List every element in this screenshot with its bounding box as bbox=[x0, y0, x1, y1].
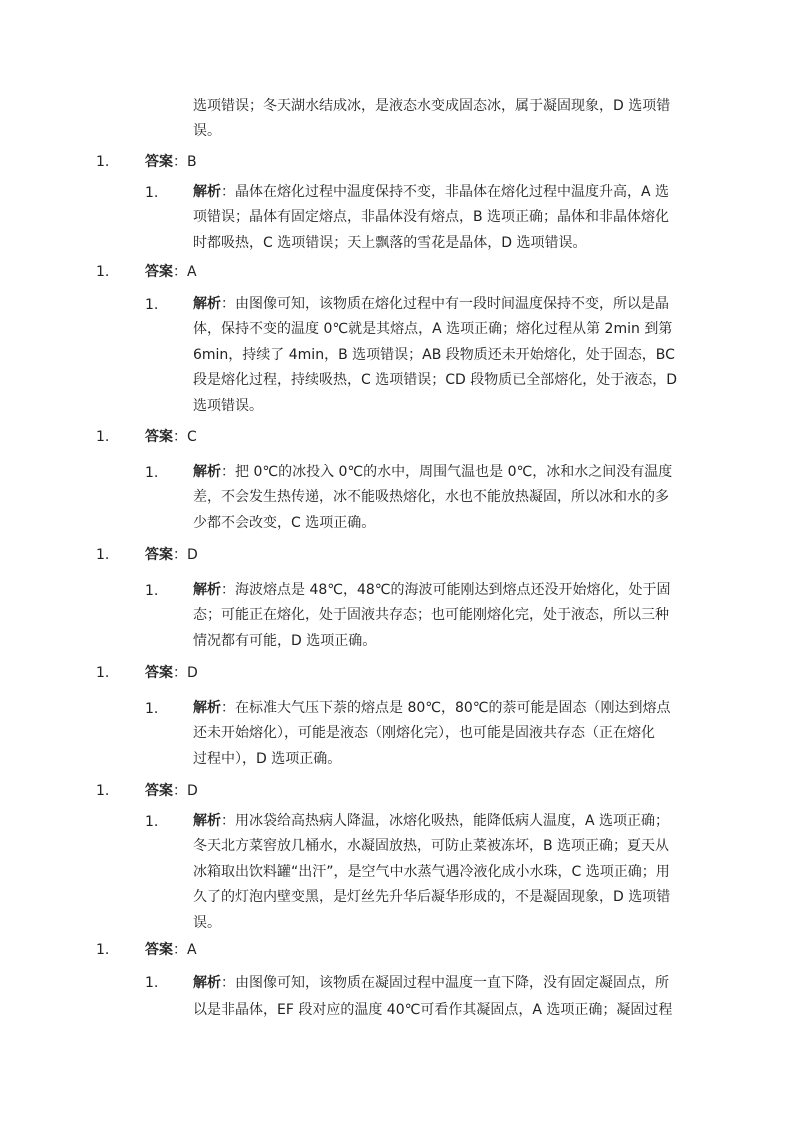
explanation-line: 项错误；晶体有固定熔点，非晶体没有熔点，B 选项正确；晶体和非晶体熔化 bbox=[193, 209, 670, 226]
answer-label: 答案 bbox=[145, 942, 173, 958]
answer-line bbox=[145, 940, 705, 960]
item-number: 1. bbox=[96, 264, 110, 280]
explanation-paragraph bbox=[193, 460, 701, 536]
answer-line bbox=[145, 545, 705, 565]
answer-value: ：D bbox=[173, 783, 198, 799]
explanation-line: ：由图像可知，该物质在熔化过程中有一段时间温度保持不变，所以是晶 bbox=[221, 296, 669, 312]
answer-value: ：A bbox=[173, 942, 197, 958]
explanation-line: ：把 0℃的冰投入 0℃的水中，周围气温也是 0℃，冰和水之间没有温度 bbox=[221, 464, 673, 480]
explanation-number: 1. bbox=[145, 975, 159, 991]
explanation-line: 久了的灯泡内壁变黑，是灯丝先升华后凝华形成的，不是凝固现象，D 选项错 bbox=[193, 889, 671, 906]
explanation-line: 时都吸热，C 选项错误；天上飘落的雪花是晶体，D 选项错误。 bbox=[193, 234, 587, 251]
explanation-paragraph bbox=[193, 180, 701, 256]
answer-line bbox=[145, 427, 705, 447]
answer-value: ：D bbox=[173, 665, 198, 681]
answer-line bbox=[145, 663, 705, 683]
explanation-paragraph bbox=[193, 292, 701, 419]
explanation-line: ：由图像可知，该物质在凝固过程中温度一直下降，没有固定凝固点，所 bbox=[221, 975, 669, 991]
intro-line: 选项错误；冬天湖水结成冰，是液态水变成固态冰，属于凝固现象，D 选项错 bbox=[193, 98, 671, 114]
explanation-number: 1. bbox=[145, 814, 159, 830]
item-number: 1. bbox=[96, 665, 110, 681]
answer-value: ：C bbox=[173, 429, 197, 445]
item-number: 1. bbox=[96, 783, 110, 799]
answer-line bbox=[145, 781, 705, 801]
explanation-line: 6min，持续了 4min，B 选项错误；AB 段物质还未开始熔化，处于固态，BC bbox=[193, 346, 675, 363]
answer-label: 答案 bbox=[145, 154, 173, 170]
item-number: 1. bbox=[96, 942, 110, 958]
explanation-paragraph bbox=[193, 578, 701, 654]
answer-label: 答案 bbox=[145, 665, 173, 681]
explanation-label: 解析 bbox=[193, 975, 221, 991]
explanation-label: 解析 bbox=[193, 296, 221, 312]
answer-value: ：A bbox=[173, 264, 197, 280]
explanation-line: 还未开始熔化），可能是液态（刚熔化完），也可能是固液共存态（正在熔化 bbox=[193, 725, 655, 742]
explanation-line: 冰箱取出饮料罐“出汗”，是空气中水蒸气遇冷液化成小水珠，C 选项正确；用 bbox=[193, 863, 670, 880]
answer-value: ：B bbox=[173, 154, 197, 170]
explanation-line: ：晶体在熔化过程中温度保持不变，非晶体在熔化过程中温度升高，A 选 bbox=[221, 184, 670, 200]
explanation-line: 冬天北方菜窖放几桶水，水凝固放热，可防止菜被冻坏，B 选项正确；夏天从 bbox=[193, 838, 670, 855]
explanation-line: 过程中），D 选项正确。 bbox=[193, 750, 342, 767]
explanation-paragraph bbox=[193, 809, 701, 936]
explanation-line: ：海波熔点是 48℃，48℃的海波可能刚达到熔点还没开始熔化，处于固 bbox=[221, 582, 671, 598]
explanation-line: 态；可能正在熔化，处于固液共存态；也可能刚熔化完，处于液态，所以三种 bbox=[193, 607, 669, 624]
explanation-label: 解析 bbox=[193, 582, 221, 598]
explanation-number: 1. bbox=[145, 583, 159, 599]
explanation-line: 差，不会发生热传递，冰不能吸热熔化，水也不能放热凝固，所以冰和水的多 bbox=[193, 489, 669, 506]
answer-line bbox=[145, 262, 705, 282]
item-number: 1. bbox=[96, 429, 110, 445]
explanation-label: 解析 bbox=[193, 464, 221, 480]
item-number: 1. bbox=[96, 154, 110, 170]
explanation-label: 解析 bbox=[193, 184, 221, 200]
explanation-line: 选项错误。 bbox=[193, 397, 263, 414]
explanation-line: ：在标准大气压下萘的熔点是 80℃，80℃的萘可能是固态（刚达到熔点 bbox=[221, 700, 671, 716]
explanation-line: 以是非晶体，EF 段对应的温度 40℃可看作其凝固点，A 选项正确；凝固过程 bbox=[193, 1002, 673, 1018]
explanation-paragraph bbox=[193, 970, 701, 1024]
explanation-number: 1. bbox=[145, 185, 159, 201]
intro-line: 误。 bbox=[193, 123, 221, 140]
explanation-line: ：用冰袋给高热病人降温，冰熔化吸热，能降低病人温度，A 选项正确； bbox=[221, 813, 670, 829]
answer-label: 答案 bbox=[145, 547, 173, 563]
explanation-number: 1. bbox=[145, 465, 159, 481]
answer-line bbox=[145, 152, 705, 172]
explanation-line: 段是熔化过程，持续吸热，C 选项错误；CD 段物质已全部熔化，处于液态，D bbox=[193, 372, 678, 389]
intro-paragraph bbox=[193, 94, 701, 145]
explanation-line: 情况都有可能，D 选项正确。 bbox=[193, 632, 377, 649]
item-number: 1. bbox=[96, 547, 110, 563]
explanation-paragraph bbox=[193, 696, 701, 772]
explanation-line: 少都不会改变，C 选项正确。 bbox=[193, 514, 376, 531]
answer-value: ：D bbox=[173, 547, 198, 563]
explanation-line: 体，保持不变的温度 0℃就是其熔点，A 选项正确；熔化过程从第 2min 到第 bbox=[193, 321, 673, 338]
explanation-line: 误。 bbox=[193, 914, 221, 931]
answer-label: 答案 bbox=[145, 429, 173, 445]
explanation-label: 解析 bbox=[193, 813, 221, 829]
explanation-number: 1. bbox=[145, 701, 159, 717]
answer-label: 答案 bbox=[145, 783, 173, 799]
answer-label: 答案 bbox=[145, 264, 173, 280]
explanation-number: 1. bbox=[145, 297, 159, 313]
explanation-label: 解析 bbox=[193, 700, 221, 716]
